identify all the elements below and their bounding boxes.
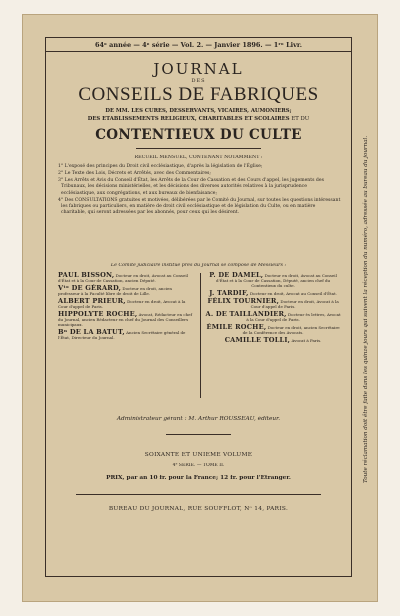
- member-entry: [205, 312, 341, 322]
- member-name: FÉLIX TOURNIER,: [207, 297, 280, 305]
- title-contentieux: CONTENTIEUX DU CULTE: [95, 127, 302, 143]
- divider: [76, 494, 321, 495]
- contents-heading: RECUEIL MENSUEL, CONTENANT NOTAMMENT :: [134, 155, 263, 160]
- contents-item: 4° Des CONSULTATIONS gratuites et motivées, délibérées par le Comité du Journal, sur toutes les questions intéressant les fabriques ou particuliers, en matière de droit civil ecclésiastique et de législation du Culte, ou en matière charitable, qui seront adressées par les abonnés, pour ceux qui les désirent.: [58, 197, 341, 216]
- office-address: BUREAU DU JOURNAL, RUE SOUFFLOT, Nᵒ 14, PARIS.: [108, 506, 289, 512]
- member-desc: Docteur en droit, Avocat au Conseil d'État et à la Cour de Cassation, Député, ancien chef du Contentieux du culte.: [216, 273, 337, 288]
- issue-info-bar: 64ᵉ année — 4ᵉ série — Vol. 2. — Janvier 1896. — 1ʳᵉ Livr.: [46, 38, 351, 52]
- member-name: PAUL BISSON,: [58, 271, 115, 279]
- contents-item: 1° L'exposé des principes du Droit civil ecclésiastique, d'après la législation de l'Église;: [58, 164, 263, 169]
- committee-heading: Le Comité judiciaire institué près du Journal se compose de Messieurs :: [110, 263, 287, 268]
- member-name: Bⁿ DE LA BATUT,: [58, 328, 125, 336]
- member-entry: [205, 325, 341, 335]
- contents-list: [58, 164, 341, 217]
- member-desc: Docteur en droit, Avocat au Conseil d'État et à la Cour de Cassation, ancien Député.: [58, 273, 188, 283]
- subtitle-line-2-text: DES ÉTABLISSEMENTS RELIGIEUX, CHARITABLES ET SCOLAIRES: [87, 116, 290, 122]
- member-desc: Docteur en droit, Avocat au Conseil d'État.: [249, 291, 337, 296]
- sidebar-note: Toute réclamation doit être faite dans les quinze jours qui suivent la réception du numéro, adressée au bureau du journal.: [363, 135, 369, 483]
- member-desc: Docteur en droit, ancien Secrétaire de la Conférence des Avocats.: [242, 325, 340, 335]
- title-journal: JOURNAL: [153, 60, 244, 78]
- member-name: J. TARDIF,: [209, 289, 249, 297]
- member-desc: Avocat, Rédacteur en chef du Journal, ancien Rédacteur en chef du Journal des Conseillers municipaux.: [58, 312, 192, 327]
- subtitle-line-2: [50, 116, 347, 122]
- cover-frame: [45, 37, 352, 577]
- member-name: Vᵗᵉ DE GÉRARD,: [58, 284, 122, 292]
- member-entry: [205, 338, 341, 343]
- divider: [166, 434, 231, 435]
- divider: [136, 148, 261, 149]
- member-entry: [58, 286, 194, 296]
- member-desc: Docteur en droit, Avocat à la Cour d'appel de Paris.: [250, 299, 339, 309]
- administrator-line: Administrateur gérant : M. Arthur ROUSSEAU, éditeur.: [116, 416, 281, 422]
- member-desc: Docteur en droit, ancien professeur à la Faculté libre de droit de Lille.: [58, 286, 172, 296]
- member-name: ALBERT PRIEUR,: [58, 297, 126, 305]
- member-name: P. DE DAMEL,: [209, 271, 264, 279]
- contents-item: 2° Le Texte des Lois, Décrets et Arrêtés, avec des Commentaires;: [58, 170, 211, 176]
- member-entry: [58, 299, 194, 309]
- price-line: PRIX, par an 10 fr. pour la France; 12 fr. pour l'Étranger.: [106, 475, 291, 481]
- committee-column-left: [58, 273, 194, 343]
- member-name: ÉMILE ROCHE,: [206, 323, 267, 331]
- column-divider: [200, 273, 201, 398]
- member-entry: [205, 291, 341, 296]
- title-des: DES: [191, 78, 206, 84]
- committee-column-right: [205, 273, 341, 346]
- member-entry: [205, 299, 341, 309]
- volume-line: SOIXANTE ET UNIÈME VOLUME: [144, 452, 253, 458]
- committee-members: [58, 273, 341, 408]
- member-name: HIPPOLYTE ROCHE,: [58, 310, 138, 318]
- member-entry: [58, 273, 194, 283]
- member-desc: Docteur en droit, Avocat à la Cour d'appel de Paris.: [58, 299, 186, 309]
- member-entry: [58, 330, 194, 340]
- member-desc: Ancien Secrétaire général de l'État, Directeur du Journal.: [58, 330, 186, 340]
- series-line: 4ᵉ SÉRIE. — TOME II.: [172, 463, 225, 468]
- member-desc: Avocat à Paris.: [291, 338, 322, 343]
- contents-item: 3° Les Arrêts et Avis du Conseil d'État, les Arrêts de la Cour de Cassation et des Cours d'appel, les jugements des Tribunaux, les décisions ministérielles, et les décisions des diverses autorités relatives à la jurisprudence ecclésiastique, aux congrégations, et aux bureaux de bienfaisance;: [58, 177, 324, 196]
- title-conseils: CONSEILS DE FABRIQUES: [78, 84, 319, 105]
- journal-cover: [22, 14, 378, 602]
- subtitle-line-1: DE MM. LES CURÉS, DESSERVANTS, VICAIRES, AUMONIERS;: [105, 108, 292, 114]
- member-entry: [58, 312, 194, 327]
- member-desc: Docteur ès lettres, Avocat à la Cour d'appel de Paris.: [246, 312, 341, 322]
- subtitle-et-du: ET DU: [291, 116, 310, 122]
- member-name: A. DE TAILLANDIER,: [205, 310, 287, 318]
- member-name: CAMILLE TOLLI,: [224, 336, 291, 344]
- member-entry: [205, 273, 341, 288]
